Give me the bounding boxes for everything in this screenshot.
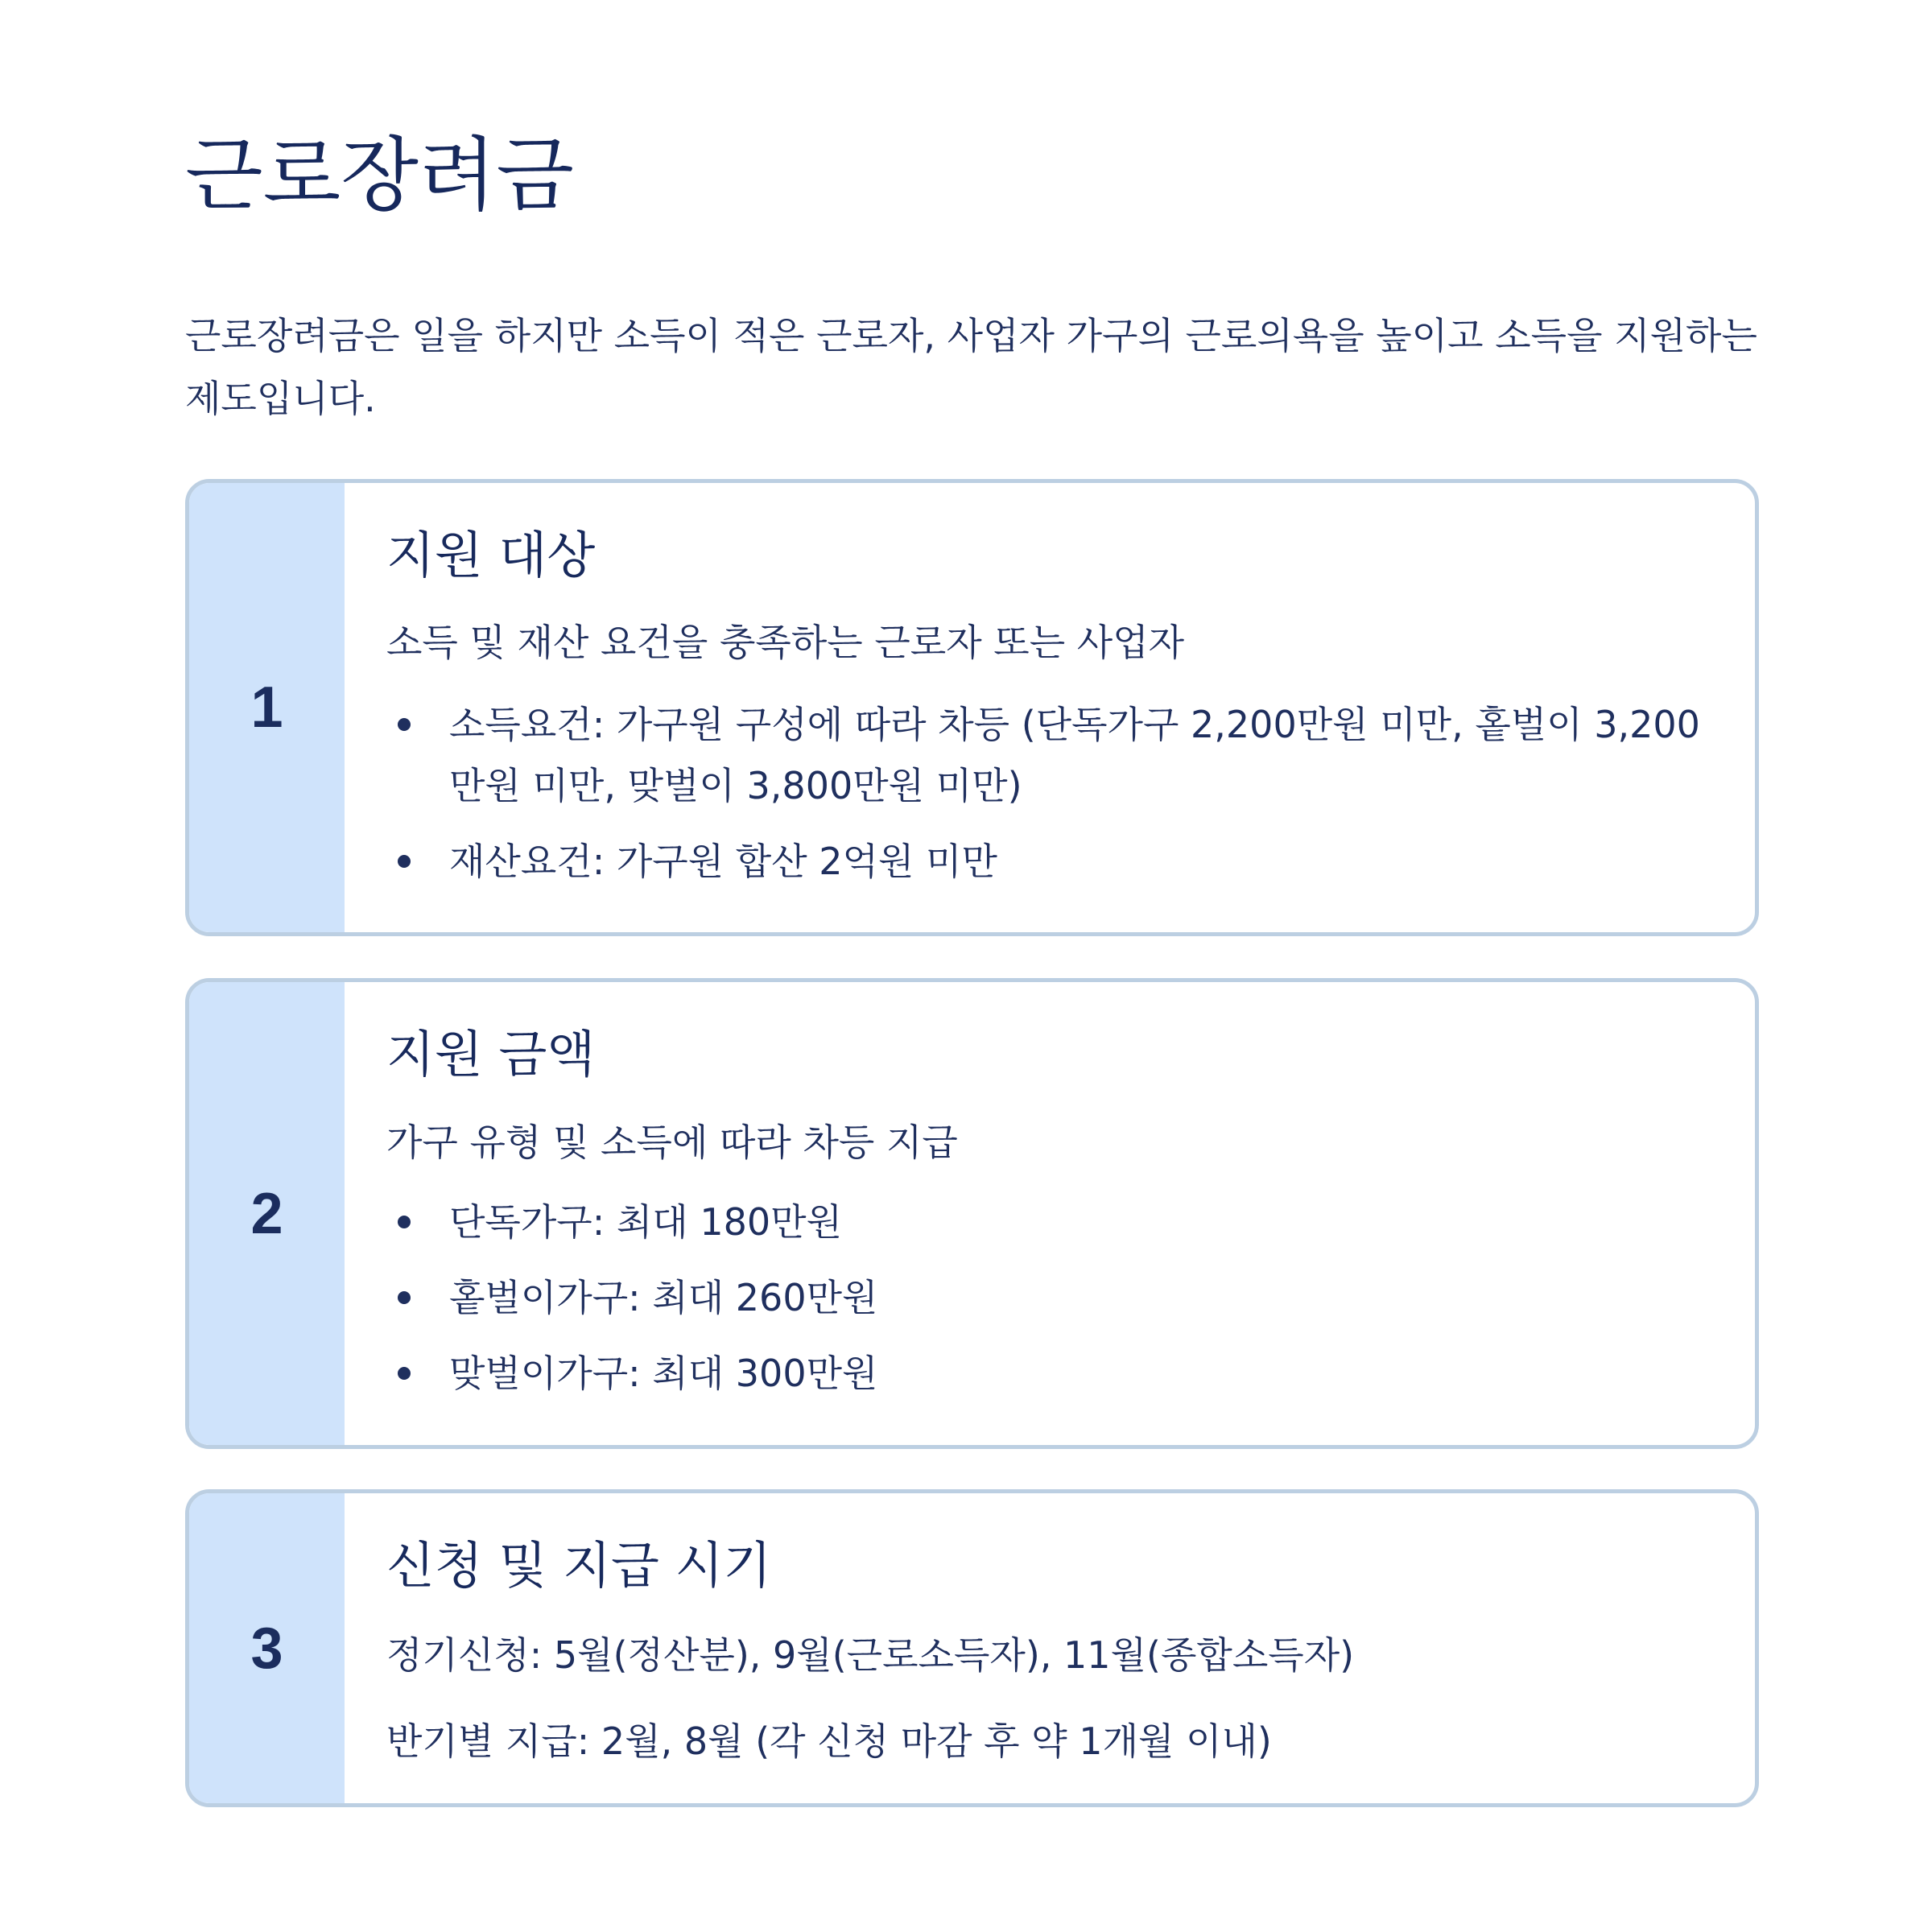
section-number-column [189, 483, 345, 932]
section-card-eligibility [185, 479, 1759, 936]
section-number-column [189, 1493, 345, 1803]
section-title: 신청 및 지급 시기 [386, 1536, 772, 1595]
list-item [386, 694, 1731, 816]
section-number-column [189, 982, 345, 1445]
section-card-schedule [185, 1489, 1759, 1807]
list-item [386, 831, 1731, 892]
section-card-amount [185, 978, 1759, 1449]
section-number: 2 [250, 1181, 283, 1246]
list-item [386, 1343, 1731, 1404]
schedule-line-application: 정기신청: 5월(정산분), 9월(근로소득자), 11월(종합소득자) [386, 1633, 1355, 1677]
bullet-list [386, 1191, 1731, 1404]
bullet-dot-icon [398, 1291, 411, 1304]
bullet-dot-icon [398, 1216, 411, 1228]
section-number: 3 [250, 1616, 283, 1681]
schedule-line-payment: 반기별 지급: 2월, 8월 (각 신청 마감 후 약 1개월 이내) [386, 1719, 1272, 1763]
section-title: 지원 금액 [386, 1025, 596, 1084]
list-item-text: 소득요건: 가구원 구성에 따라 차등 (단독가구 2,200만원 미만, 홑벌이 3,200만원 미만, 맞벌이 3,800만원 미만) [449, 703, 1700, 807]
section-title: 지원 대상 [386, 526, 596, 584]
bullet-dot-icon [398, 718, 411, 731]
list-item-text: 맞벌이가구: 최대 300만원 [449, 1352, 878, 1395]
section-number: 1 [250, 675, 283, 740]
bullet-list [386, 694, 1731, 892]
list-item-text: 홑벌이가구: 최대 260만원 [449, 1276, 878, 1319]
section-subtitle: 소득 및 재산 요건을 충족하는 근로자 또는 사업자 [386, 621, 1185, 664]
bullet-dot-icon [398, 1367, 411, 1380]
bullet-dot-icon [398, 855, 411, 868]
list-item-text: 재산요건: 가구원 합산 2억원 미만 [449, 840, 997, 883]
list-item [386, 1191, 1731, 1253]
list-item [386, 1267, 1731, 1328]
intro-text: 근로장려금은 일을 하지만 소득이 적은 근로자, 사업자 가구의 근로의욕을 높이고 소득을 지원하는 제도입니다. [185, 314, 1757, 420]
section-subtitle: 가구 유형 및 소득에 따라 차등 지급 [386, 1121, 958, 1164]
page-title: 근로장려금 [185, 128, 574, 222]
list-item-text: 단독가구: 최대 180만원 [449, 1200, 843, 1244]
